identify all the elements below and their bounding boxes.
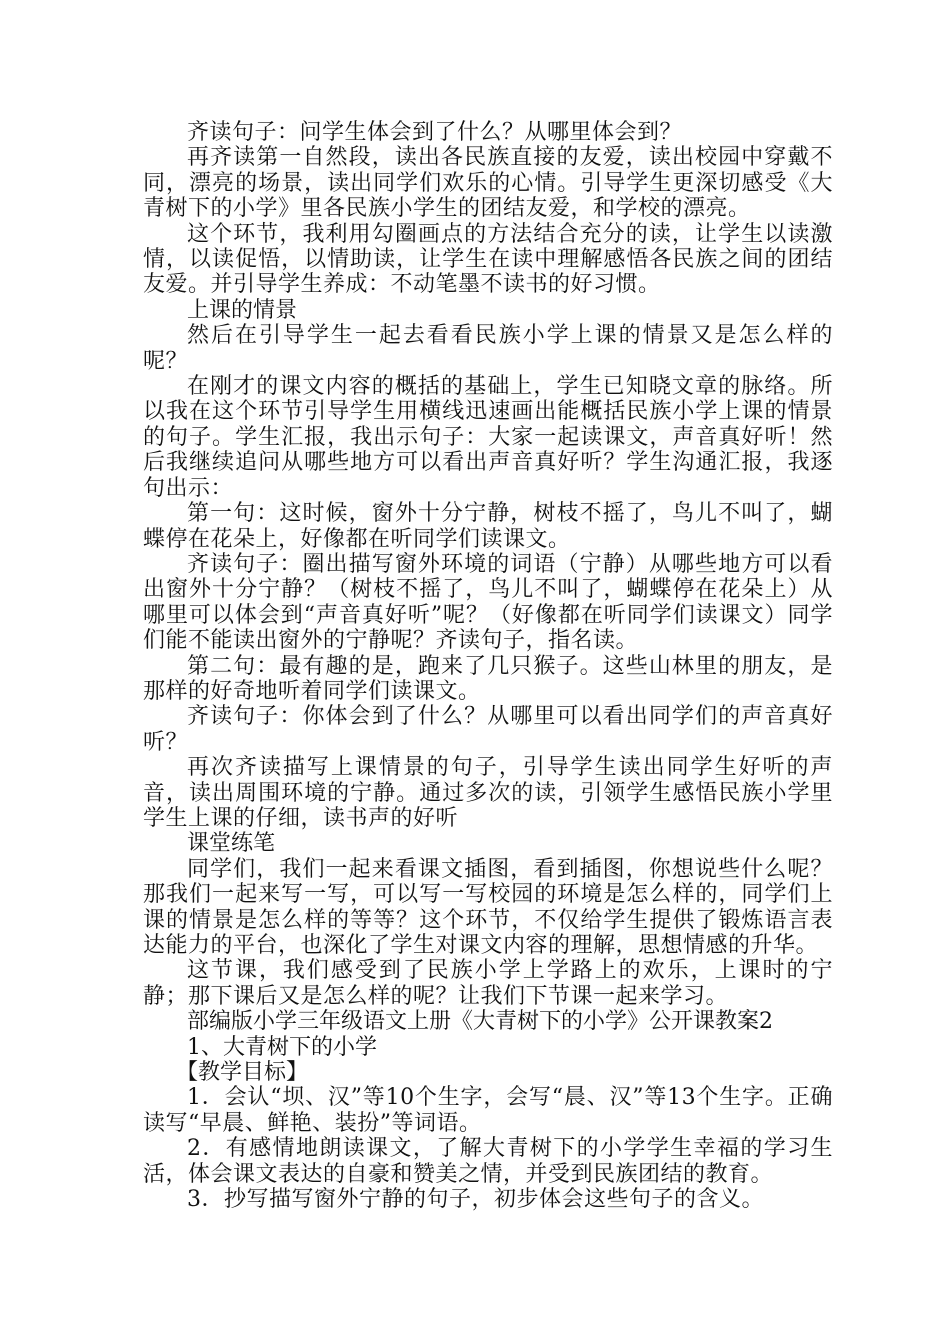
document-body [143, 120, 833, 1212]
paragraph: 然后在引导学生一起去看看民族小学上课的情景又是怎么样的呢？ [143, 323, 833, 374]
paragraph: 齐读句子：你体会到了什么？从哪里可以看出同学们的声音真好听？ [143, 704, 833, 755]
objectives-heading: 【教学目标】 [176, 1060, 309, 1086]
paragraph: 同学们，我们一起来看课文插图，看到插图，你想说些什么呢？那我们一起来写一写，可以写一写校园的环境是怎么样的，同学们上课的情景是怎么样的等等？这个环节，不仅给学生提供了锻炼语言表达能力的平台，也深化了学生对课文内容的理解，思想情感的升华。 [143, 856, 833, 958]
paragraph: 这节课，我们感受到了民族小学上学路上的欢乐，上课时的宁静；那下课后又是怎么样的呢？让我们下节课一起来学习。 [143, 958, 833, 1009]
paragraph: 第二句：最有趣的是，跑来了几只猴子。这些山林里的朋友，是那样的好奇地听着同学们读课文。 [143, 653, 833, 704]
lesson-title: 1、大青树下的小学 [187, 1034, 377, 1060]
section-heading: 上课的情景 [187, 297, 298, 323]
paragraph: 这个环节，我利用勾圈画点的方法结合充分的读，让学生以读激情，以读促悟，以情助读，让学生在读中理解感悟各民族之间的团结友爱。并引导学生养成：不动笔墨不读书的好习惯。 [143, 221, 833, 298]
paragraph: 齐读句子：问学生体会到了什么？从哪里体会到？ [187, 120, 683, 145]
objective-item: 2．有感情地朗读课文，了解大青树下的小学学生幸福的学习生活，体会课文表达的自豪和赞美之情，并受到民族团结的教育。 [143, 1136, 833, 1187]
paragraph: 在刚才的课文内容的概括的基础上，学生已知晓文章的脉络。所以我在这个环节引导学生用横线迅速画出能概括民族小学上课的情景的句子。学生汇报，我出示句子：大家一起读课文，声音真好听！然后我继续追问从哪些地方可以看出声音真好听？学生沟通汇报，我逐句出示： [143, 374, 833, 501]
paragraph: 齐读句子：圈出描写窗外环境的词语（宁静）从哪些地方可以看出窗外十分宁静？（树枝不摇了，鸟儿不叫了，蝴蝶停在花朵上）从哪里可以体会到“声音真好听”呢？（好像都在听同学们读课文）同学们能不能读出窗外的宁静呢？齐读句子，指名读。 [143, 551, 833, 654]
objective-item: 1．会认“坝、汉”等10个生字，会写“晨、汉”等13个生字。正确读写“早晨、鲜艳、装扮”等词语。 [143, 1085, 833, 1136]
paragraph: 再齐读第一自然段，读出各民族直接的友爱，读出校园中穿戴不同，漂亮的场景，读出同学们欢乐的心情。引导学生更深切感受《大青树下的小学》里各民族小学生的团结友爱，和学校的漂亮。 [143, 145, 833, 222]
section-heading: 课堂练笔 [187, 831, 276, 857]
objective-item: 3．抄写描写窗外宁静的句子，初步体会这些句子的含义。 [187, 1187, 764, 1213]
document-title: 部编版小学三年级语文上册《大青树下的小学》公开课教案2 [187, 1009, 773, 1035]
paragraph: 再次齐读描写上课情景的句子，引导学生读出同学生好听的声音，读出周围环境的宁静。通过多次的读，引领学生感悟民族小学里学生上课的仔细，读书声的好听 [143, 755, 833, 831]
paragraph: 第一句：这时候，窗外十分宁静，树枝不摇了，鸟儿不叫了，蝴蝶停在花朵上，好像都在听同学们读课文。 [143, 501, 833, 552]
